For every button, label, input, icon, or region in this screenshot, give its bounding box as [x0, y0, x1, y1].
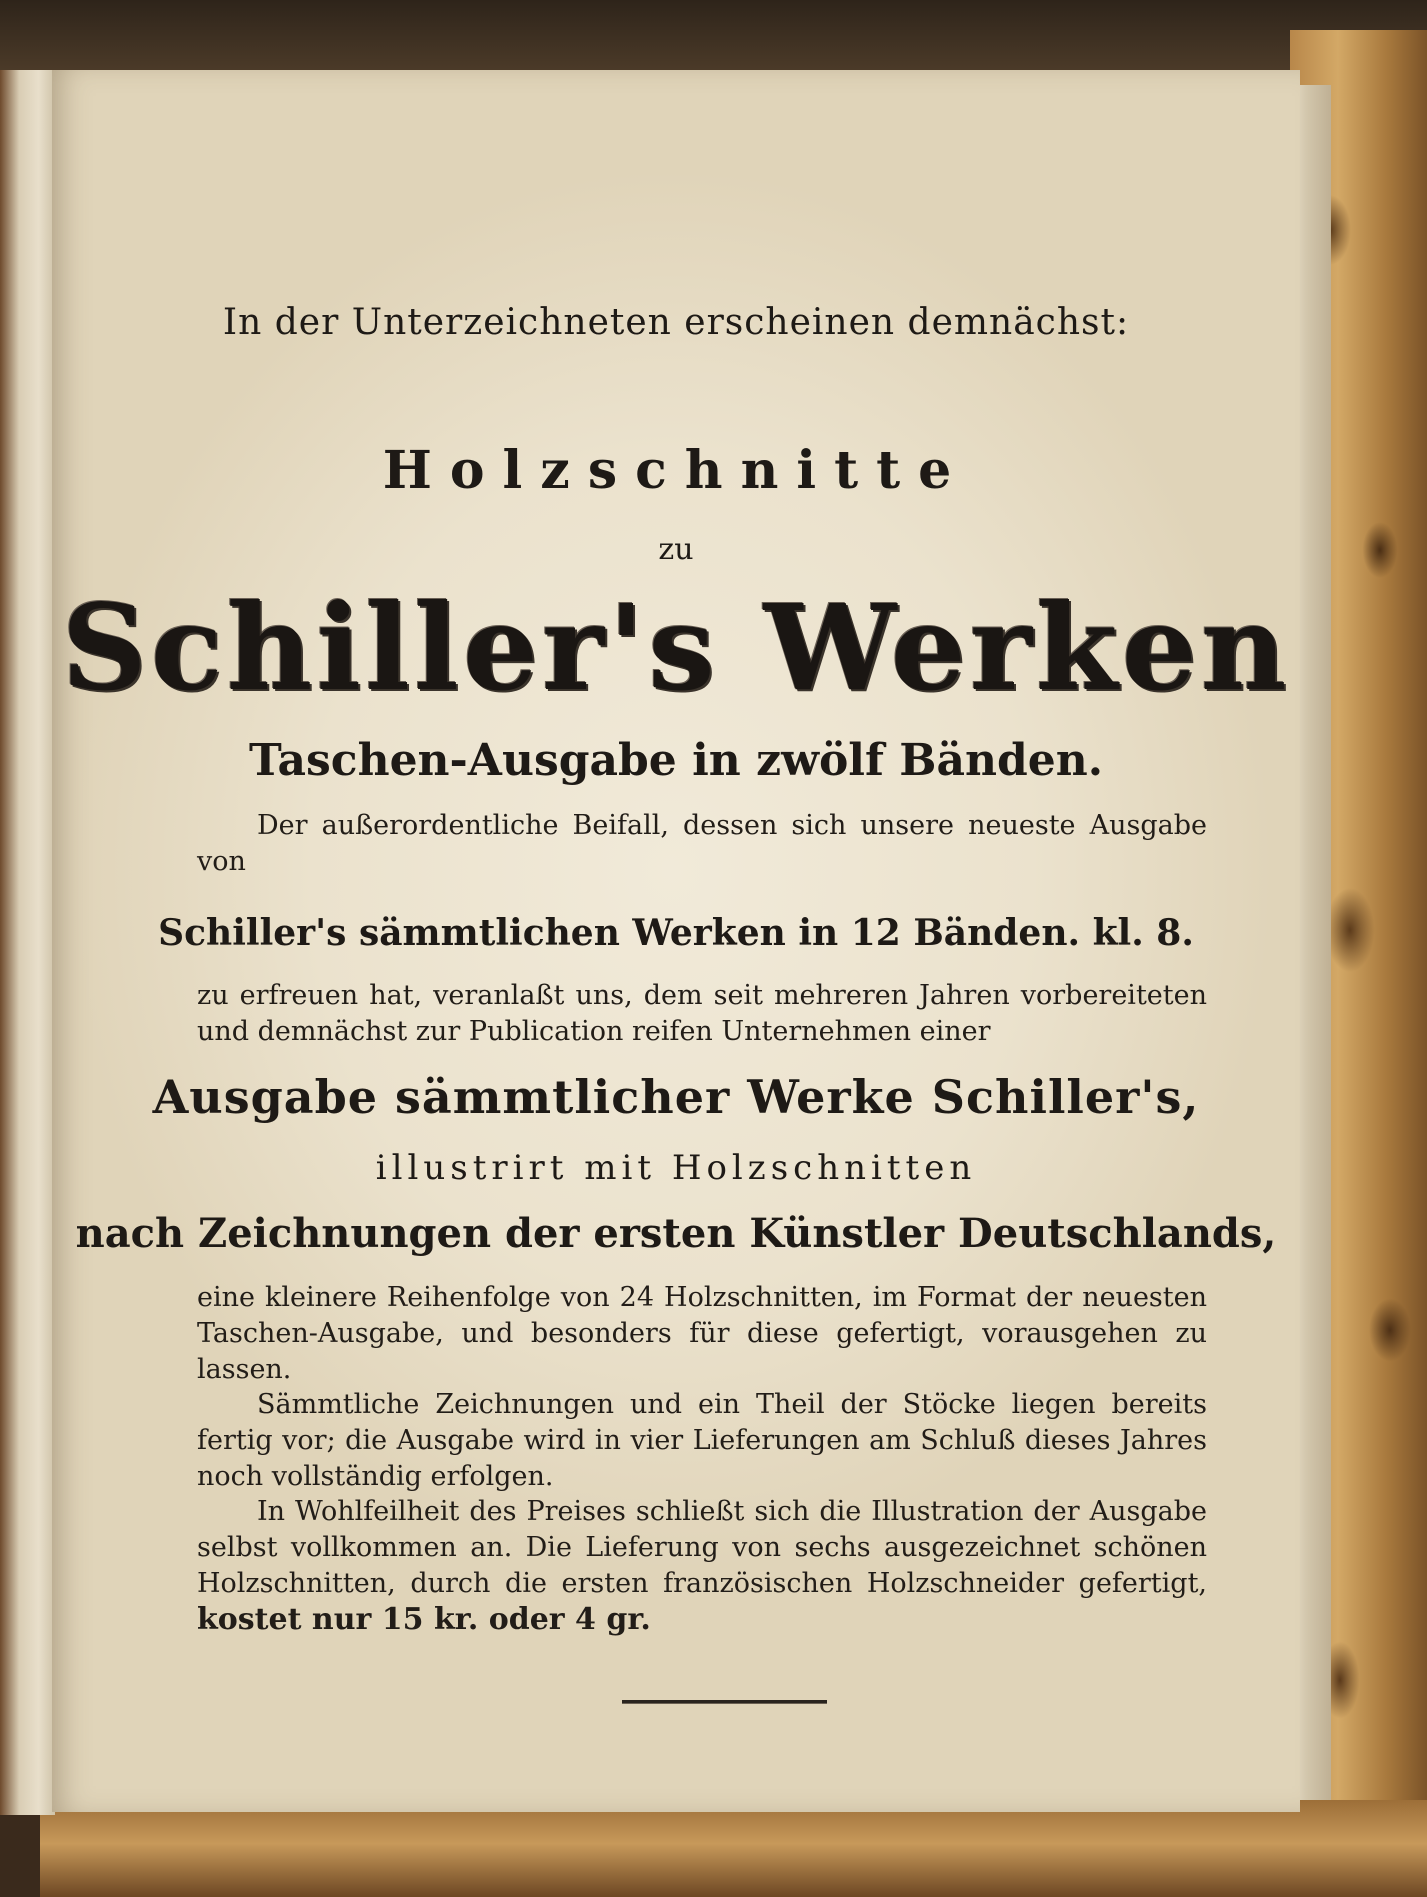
paragraph-4-text: Sämmtliche Zeichnungen und ein Theil der Stöcke liegen bereits fertig vor; die Ausgabe wird in vier Lieferungen am Schluß dieses Jahres noch vollständig erfolgen.	[197, 1389, 1207, 1492]
closing-rule	[622, 1700, 827, 1704]
book-page	[52, 70, 1300, 1812]
paragraph-5	[197, 1494, 1207, 1639]
paragraph-3: eine kleinere Reihenfolge von 24 Holzschnitten, im Format der neuesten Taschen-Ausgabe, und besonders für diese gefertigt, vorausgehen zu lassen.	[197, 1282, 1207, 1385]
paragraph-1	[197, 808, 1207, 880]
intro-line: In der Unterzeichneten erscheinen demnächst:	[222, 302, 1130, 343]
price-text: kostet nur 15 kr. oder 4 gr.	[197, 1602, 651, 1637]
zu-word: zu	[658, 532, 694, 567]
highlight-line-2: Ausgabe sämmtlicher Werke Schiller's,	[152, 1070, 1200, 1124]
paragraph-2: zu erfreuen hat, veranlaßt uns, dem seit mehreren Jahren vorbereiteten und demnächst zur Publication reifen Unternehmen einer	[197, 980, 1207, 1047]
zeichnungen-line: nach Zeichnungen der ersten Künstler Deutschlands,	[75, 1210, 1277, 1257]
cover-bottom-edge	[40, 1800, 1427, 1897]
main-title: Schiller's Werken	[61, 578, 1291, 717]
paragraph-5-text: In Wohlfeilheit des Preises schließt sich die Illustration der Ausgabe selbst vollkommen an. Die Lieferung von sechs ausgezeichnet schönen Holzschnitten, durch die ersten französischen Holzschneider gefertigt,	[197, 1496, 1207, 1599]
holzschnitte-heading: Holzschnitte	[382, 440, 970, 501]
top-background	[0, 0, 1427, 70]
highlight-line-1: Schiller's sämmtlichen Werken in 12 Bänden. kl. 8.	[158, 912, 1194, 954]
paragraph-4	[197, 1387, 1207, 1495]
paragraph-1-text: Der außerordentliche Beifall, dessen sich unsere neueste Ausgabe von	[197, 810, 1207, 877]
subtitle: Taschen-Ausgabe in zwölf Bänden.	[248, 735, 1104, 786]
left-page-edge	[0, 70, 55, 1815]
illustrirt-line: illustrirt mit Holzschnitten	[375, 1148, 977, 1188]
